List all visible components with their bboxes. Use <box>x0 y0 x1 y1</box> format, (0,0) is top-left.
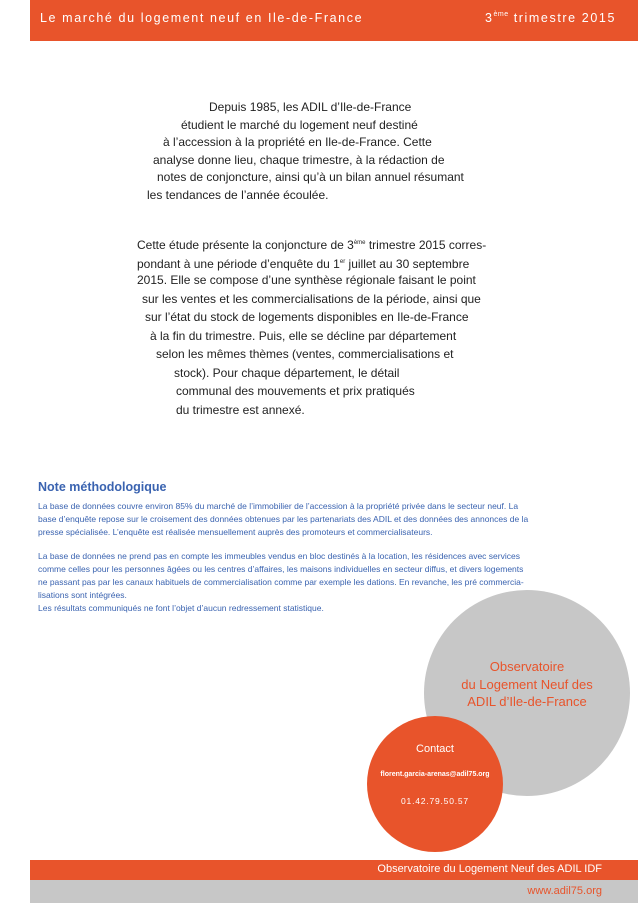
contact-phone: 01.42.79.50.57 <box>401 796 469 806</box>
note-title: Note méthodologique <box>38 480 167 494</box>
note-line: base d’enquête repose sur le croisement des données obtenues par les partenariats des ADIL et des données des annonces de la <box>38 514 529 525</box>
observatory-line: du Logement Neuf des <box>461 676 593 692</box>
note-line: lisations sont intégrées. <box>38 590 127 601</box>
study-line-1-sup: ème <box>353 240 366 246</box>
contact-label: Contact <box>416 743 454 755</box>
contact-email-link[interactable]: florent.garcia-arenas@adil75.org <box>380 771 490 778</box>
intro-line: Depuis 1985, les ADIL d’Ile-de-France <box>209 100 412 114</box>
note-line: La base de données ne prend pas en compte les immeubles vendus en bloc destinés à la location, les résidences avec services <box>38 550 520 561</box>
header-title: Le marché du logement neuf en Ile-de-France <box>40 11 364 25</box>
study-line: 2015. Elle se compose d’une synthèse régionale faisant le point <box>137 273 476 287</box>
observatory-line: Observatoire <box>489 659 565 674</box>
observatory-label <box>430 658 624 711</box>
study-line-1b: trimestre 2015 corres- <box>365 238 487 252</box>
header-period <box>485 11 616 25</box>
intro-line: notes de conjoncture, ainsi qu’à un bilan annuel résumant <box>157 170 464 184</box>
study-line <box>137 234 486 255</box>
period-suffix: ème <box>493 11 509 18</box>
intro-line: à l’accession à la propriété en Ile-de-France. Cette <box>163 135 432 149</box>
period-ordinal: 3 <box>484 11 494 25</box>
footer-website-link[interactable]: www.adil75.org <box>527 885 602 897</box>
note-line: comme celles pour les personnes âgées ou les centres d’affaires, les maisons individuelles en secteur diffus, et divers logements <box>38 563 524 574</box>
study-line <box>137 253 469 274</box>
study-line: selon les mêmes thèmes (ventes, commercialisations et <box>156 347 454 361</box>
study-line: du trimestre est annexé. <box>176 402 305 417</box>
note-spacer <box>38 540 604 550</box>
period-text: trimestre 2015 <box>513 11 616 25</box>
study-line-2b: juillet au 30 septembre <box>345 256 470 271</box>
contact-circle <box>367 716 503 852</box>
intro-line: analyse donne lieu, chaque trimestre, à la rédaction de <box>153 152 445 167</box>
study-line-1a: Cette étude présente la conjoncture de 3 <box>137 238 354 252</box>
study-line: sur les ventes et les commercialisations de la période, ainsi que <box>142 291 481 306</box>
intro-line: étudient le marché du logement neuf destiné <box>181 117 418 132</box>
note-line: La base de données couvre environ 85% du marché de l’immobilier de l’accession à la propriété privée dans le secteur neuf. La <box>38 501 519 511</box>
study-line: sur l’état du stock de logements disponibles en Ile-de-France <box>145 310 469 324</box>
study-line-2-sup: er <box>339 258 346 265</box>
footer-web-bar <box>30 880 638 903</box>
observatory-line: ADIL d’Ile-de-France <box>467 694 587 709</box>
intro-line: les tendances de l’année écoulée. <box>147 187 329 202</box>
study-line: stock). Pour chaque département, le détail <box>174 365 400 380</box>
header-bar <box>30 0 638 41</box>
note-line: ne passant pas par les canaux habituels de commercialisation comme par exemple les dations. En revanche, les pré commercia- <box>38 576 524 587</box>
note-line: Les résultats communiqués ne font l’objet d’aucun redressement statistique. <box>38 603 324 614</box>
study-line: à la fin du trimestre. Puis, elle se décline par département <box>150 328 457 343</box>
footer-org: Observatoire du Logement Neuf des ADIL IDF <box>377 863 602 875</box>
footer-bar <box>30 860 638 880</box>
study-line: communal des mouvements et prix pratiqués <box>176 384 415 398</box>
note-line: presse spécialisée. L’enquête est réalisée mensuellement auprès des promoteurs et commercialisateurs. <box>38 527 433 538</box>
study-line-2a: pondant à une période d’enquête du 1 <box>137 256 340 271</box>
